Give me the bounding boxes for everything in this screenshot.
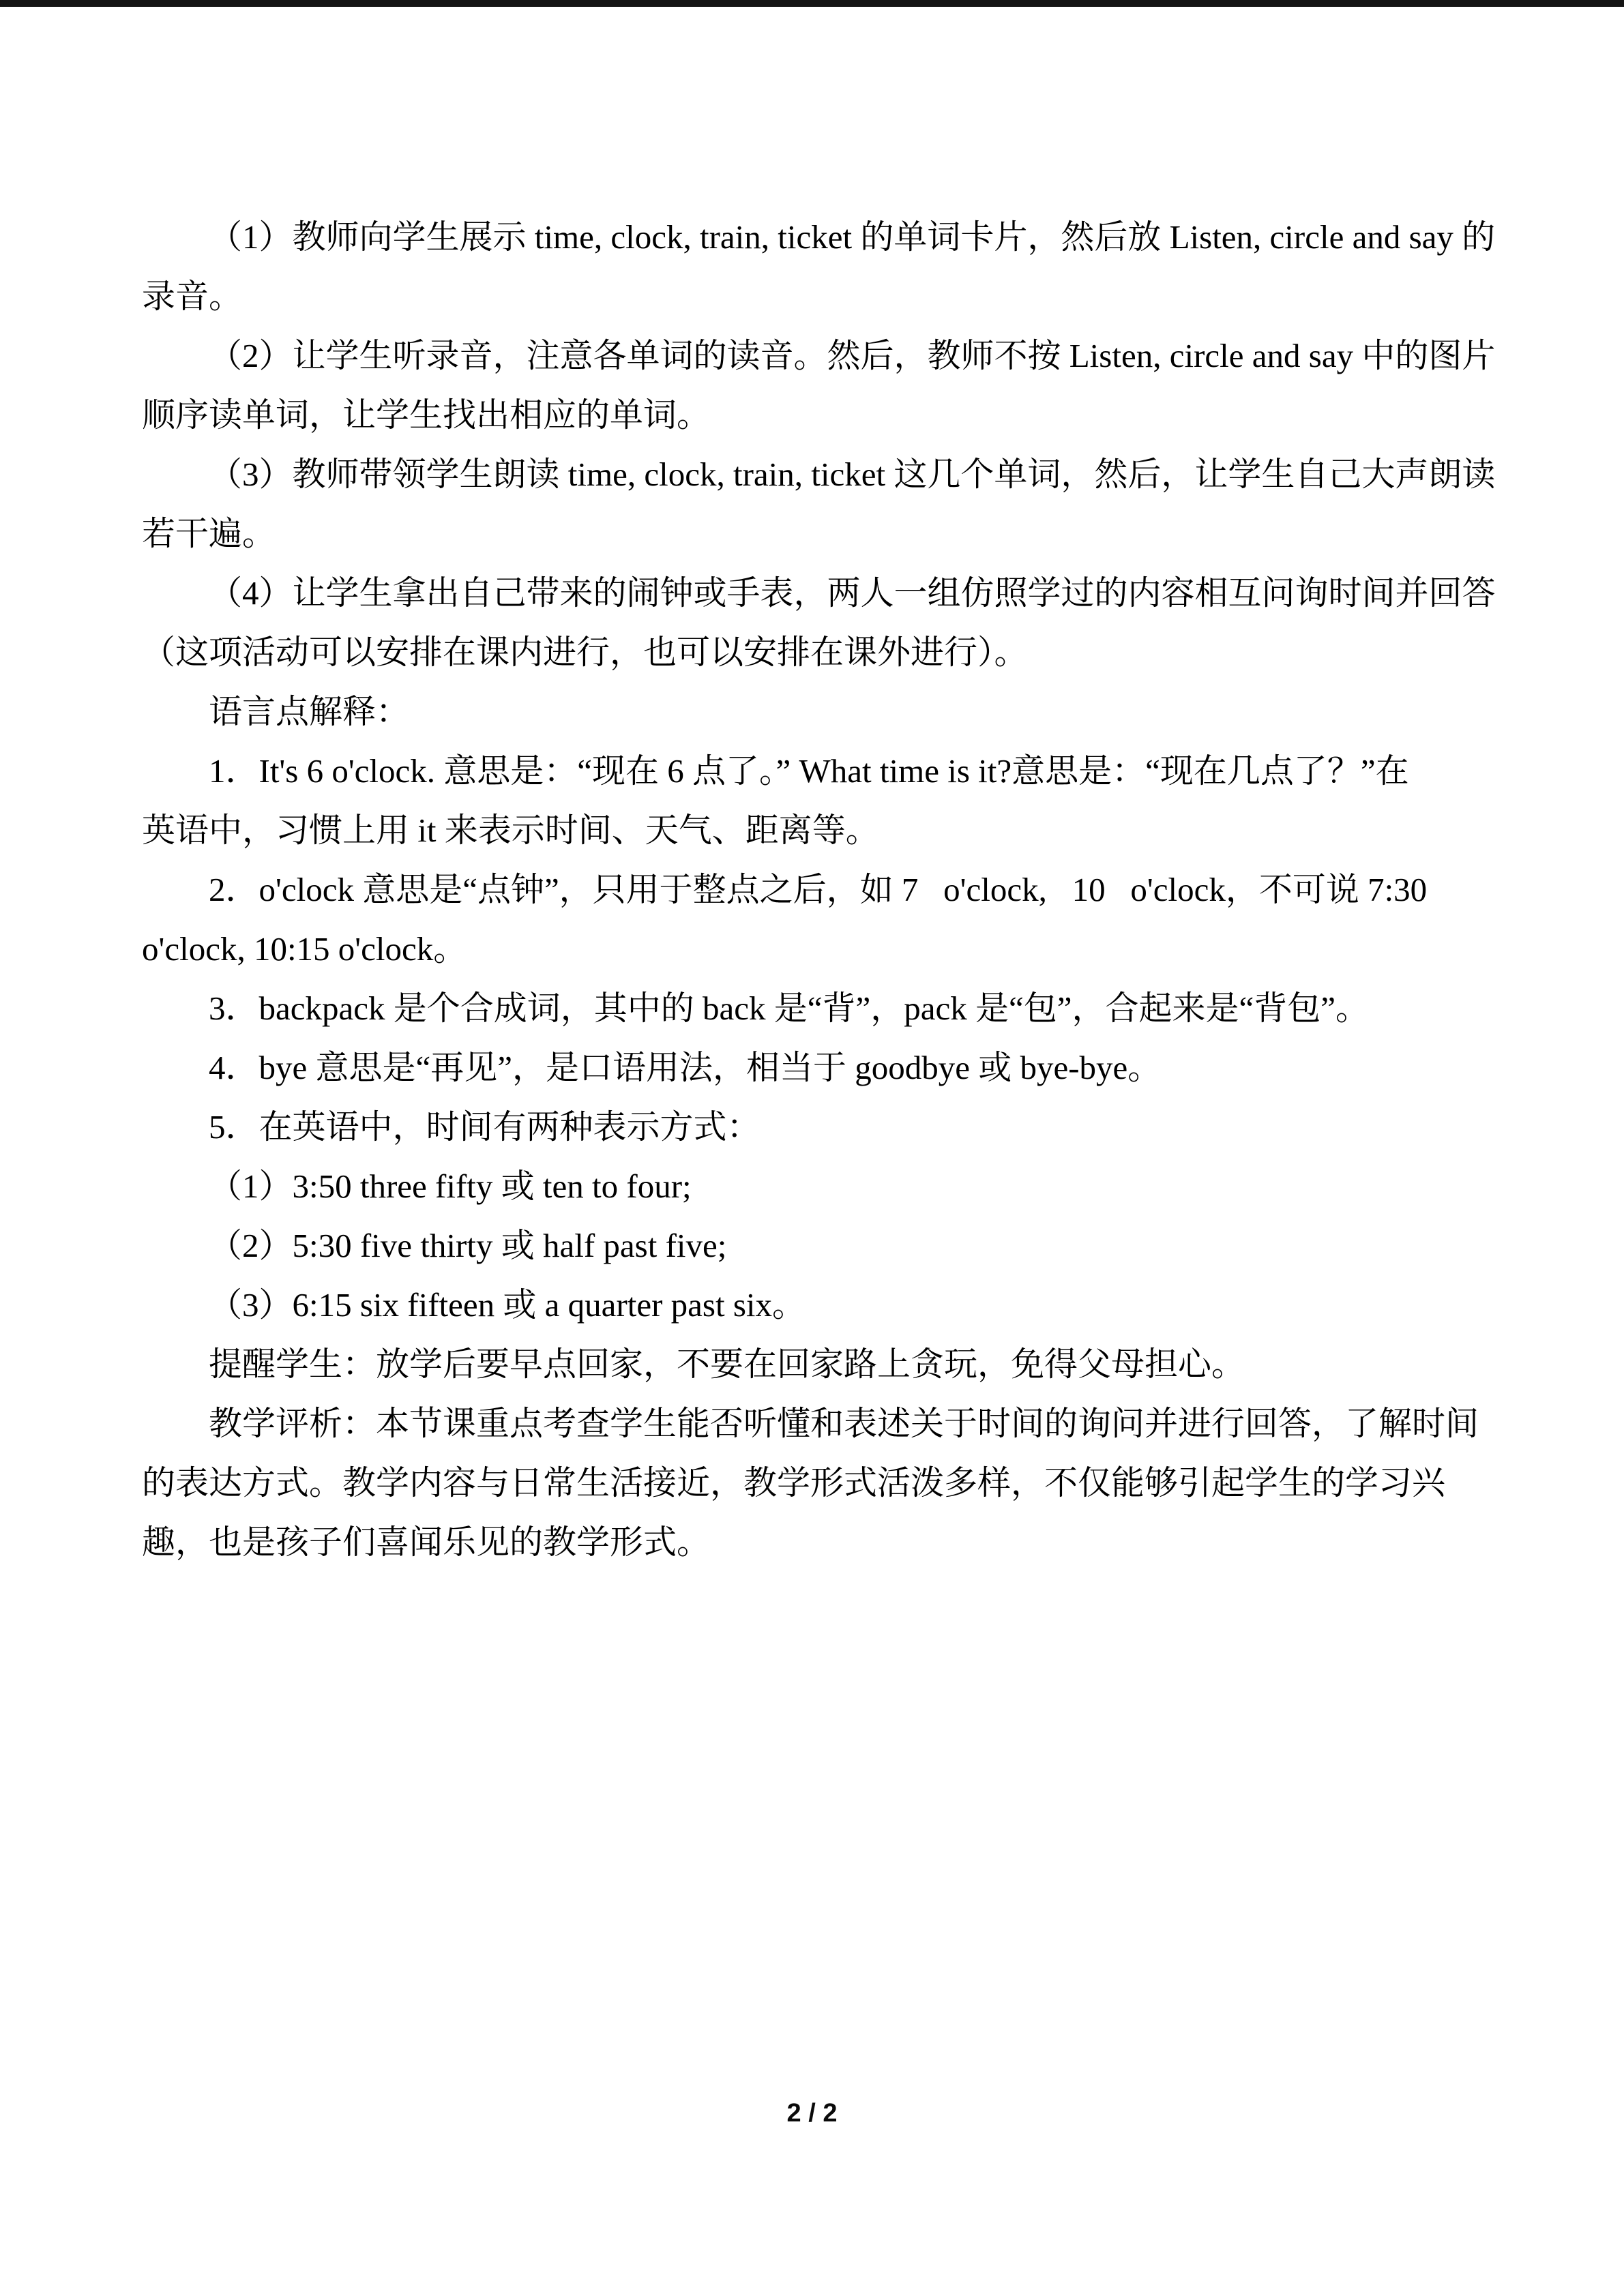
text-line: 语言点解释： [209, 693, 410, 730]
text-line: （1）3:50 three fifty 或 ten to four; [209, 1167, 692, 1205]
text-line: （3）教师带领学生朗读 time, clock, train, ticket 这几个单词，然后，让学生自己大声朗读 [209, 456, 1496, 493]
text-line: （这项活动可以安排在课内进行，也可以安排在课外进行）。 [142, 633, 1028, 671]
text-line: 录音。 [142, 278, 243, 315]
text-line: 3．backpack 是个合成词，其中的 back 是“背”，pack 是“包”，合起来是“背包”。 [209, 989, 1369, 1027]
page-number: 2 / 2 [786, 2099, 838, 2128]
top-border-bar [0, 0, 1624, 7]
text-line: （3）6:15 six fifteen 或 a quarter past six。 [209, 1286, 806, 1324]
document-body [142, 207, 1496, 1572]
text-line: （2）让学生听录音，注意各单词的读音。然后，教师不按 Listen, circle and say 中的图片 [209, 337, 1496, 374]
text-line: 英语中，习惯上用 it 来表示时间、天气、距离等。 [142, 811, 879, 849]
text-line: 2．o'clock 意思是“点钟”，只用于整点之后，如 7 o'clock, 10 o'clock，不可说 7:30 [209, 871, 1428, 908]
text-line: 4．bye 意思是“再见”，是口语用法，相当于 goodbye 或 bye-bye。 [209, 1049, 1162, 1086]
text-line: （2）5:30 five thirty 或 half past five; [209, 1227, 727, 1264]
text-line: （1）教师向学生展示 time, clock, train, ticket 的单词卡片，然后放 Listen, circle and say 的 [209, 218, 1496, 256]
text-line: o'clock, 10:15 o'clock。 [142, 930, 467, 968]
text-line: （4）让学生拿出自己带来的闹钟或手表，两人一组仿照学过的内容相互问询时间并回答 [209, 574, 1496, 612]
text-line: 趣，也是孩子们喜闻乐见的教学形式。 [142, 1523, 711, 1561]
text-line: 1．It's 6 o'clock. 意思是：“现在 6 点了。” What time is it?意思是：“现在几点了？”在 [209, 752, 1409, 790]
text-line: 教学评析：本节课重点考查学生能否听懂和表述关于时间的询问并进行回答，了解时间 [209, 1405, 1479, 1442]
text-line: 5．在英语中，时间有两种表示方式： [209, 1108, 761, 1146]
text-line: 若干遍。 [142, 515, 276, 552]
page-footer [0, 2099, 1624, 2128]
text-line: 的表达方式。教学内容与日常生活接近，教学形式活泼多样，不仅能够引起学生的学习兴 [142, 1464, 1446, 1502]
text-line: 提醒学生：放学后要早点回家，不要在回家路上贪玩，免得父母担心。 [209, 1345, 1245, 1383]
text-line: 顺序读单词，让学生找出相应的单词。 [142, 396, 711, 434]
